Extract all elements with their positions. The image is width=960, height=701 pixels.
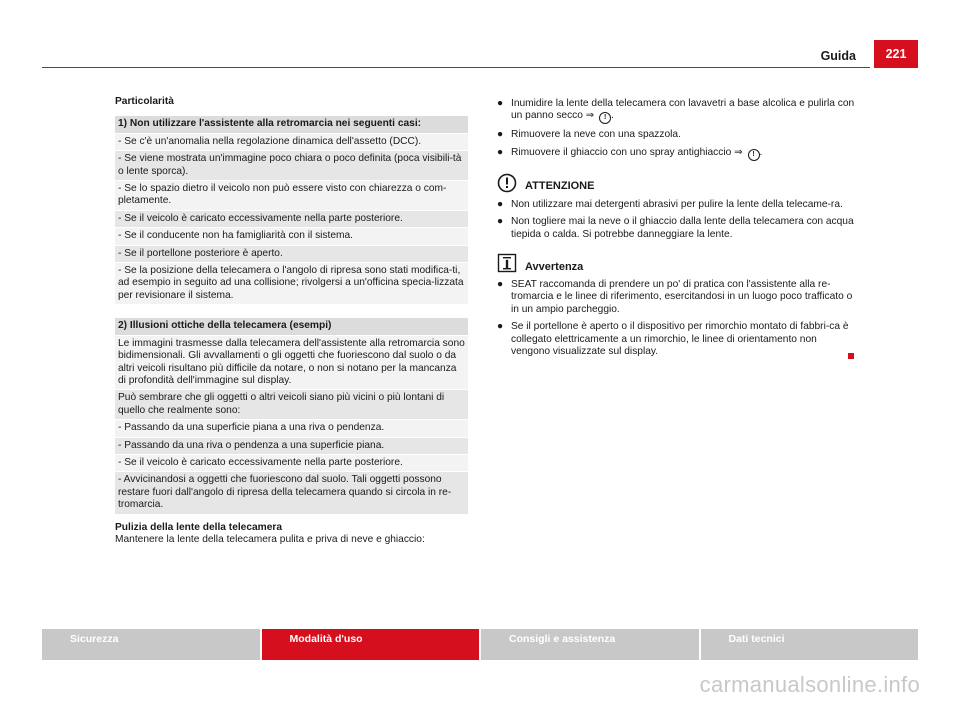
section-end-marker [848, 353, 854, 359]
table-row: Può sembrare che gli oggetti o altri veicoli siano più vicini o più lontani di quello che realmente sono: [115, 390, 468, 420]
tab-sicurezza[interactable]: Sicurezza [42, 629, 260, 660]
note-text: SEAT raccomanda di prendere un po' di pratica con l'assistente alla re-tromarcia e le linee di riferimento, esercitandosi in un luogo poco trafficato o in un ampio parcheggio. [511, 279, 853, 315]
table-row: - Passando da una riva o pendenza a una superficie piana. [115, 438, 468, 455]
table-row: - Se c'è un'anomalia nella regolazione dinamica dell'assetto (DCC). [115, 134, 468, 151]
table-row: - Se il veicolo è caricato eccessivamente nella parte posteriore. [115, 455, 468, 472]
list-item [497, 129, 855, 141]
note-title: Avvertenza [525, 260, 584, 273]
watermark: carmanualsonline.info [699, 672, 920, 697]
table-row: Le immagini trasmesse dalla telecamera dell'assistente alla retromarcia sono bidimensionali. Gli avvallamenti o gli oggetti che fuoriescono dal suolo o da altri veicoli risultano più difficile da notare, o non si notano per la mancanza di profondità dell'immagine sul display. [115, 336, 468, 391]
table-cases [115, 116, 468, 305]
right-column [497, 98, 855, 363]
particularities-heading: Particolarità [115, 96, 174, 107]
cleaning-title: Pulizia della lente della telecamera [115, 521, 283, 533]
note-heading [497, 253, 855, 273]
page-header [42, 40, 918, 68]
info-icon [497, 253, 517, 273]
header-rule [42, 67, 870, 68]
list-item [497, 279, 855, 316]
bullet-icon: ● [497, 198, 504, 210]
cleaning-text: Mantenere la lente della telecamera pulita e priva di neve e ghiaccio: [115, 533, 425, 545]
note-text: Se il portellone è aperto o il dispositivo per rimorchio montato di fabbri-ca è collegato elettricamente a un rimorchio, le linee di orientamento non vengono visualizzate sul display. [511, 321, 849, 358]
warning-text: Non utilizzare mai detergenti abrasivi per pulire la lente della telecame-ra. [511, 198, 843, 210]
left-column [115, 96, 468, 546]
table-row: - Passando da una superficie piana a una riva o pendenza. [115, 420, 468, 437]
bullet-icon: ● [497, 216, 504, 228]
bullet-text: Inumidire la lente della telecamera con lavavetri a base alcolica e pulirla con un panno secco ⇒ [511, 98, 855, 122]
bullet-text: Rimuovere il ghiaccio con uno spray antighiaccio ⇒ [511, 146, 743, 158]
tab-modalita-uso[interactable]: Modalità d'uso [262, 629, 480, 660]
tab-consigli-assistenza[interactable]: Consigli e assistenza [481, 629, 699, 660]
bullet-icon: ● [497, 98, 504, 109]
page-number: 221 [874, 40, 918, 68]
footer-tabs [42, 629, 918, 660]
bullet-icon: ● [497, 129, 504, 141]
bullet-text: Rimuovere la neve con una spazzola. [511, 129, 681, 141]
list-item [497, 199, 855, 211]
table-cases-title: 1) Non utilizzare l'assistente alla retromarcia nei seguenti casi: [115, 116, 468, 133]
table-row: - Se viene mostrata un'immagine poco chiara o poco definita (poca visibili-tà o lente sporca). [115, 151, 468, 181]
warning-title: ATTENZIONE [525, 180, 595, 193]
table-row: - Avvicinandosi a oggetti che fuoriescono dal suolo. Tali oggetti possono restare fuori dall'angolo di ripresa della telecamera quando si circola in re-tromarcia. [115, 472, 468, 514]
list-item: ● Inumidire la lente della telecamera con lavavetri a base alcolica e pulirla con un panno secco ⇒ ! . [497, 98, 855, 124]
warning-icon [497, 173, 517, 193]
bullet-icon: ● [497, 321, 504, 333]
list-item [497, 216, 855, 241]
section-title: Guida [820, 49, 856, 63]
caution-ref-icon[interactable]: ! [748, 149, 760, 161]
tab-dati-tecnici[interactable]: Dati tecnici [701, 629, 919, 660]
bullet-icon: ● [497, 279, 504, 291]
table-row: - Se il conducente non ha famigliarità con il sistema. [115, 228, 468, 245]
warning-heading [497, 173, 855, 193]
table-row: - Se lo spazio dietro il veicolo non può essere visto con chiarezza o com-pletamente. [115, 181, 468, 211]
warning-text: Non togliere mai la neve o il ghiaccio dalla lente della telecamera con acqua tiepida o calda. Si potrebbe danneggiare la lente. [511, 216, 854, 240]
table-row: - Se il veicolo è caricato eccessivamente nella parte posteriore. [115, 211, 468, 228]
table-illusions-title: 2) Illusioni ottiche della telecamera (esempi) [115, 318, 468, 335]
list-item: ● Rimuovere il ghiaccio con uno spray antighiaccio ⇒ ! . [497, 147, 855, 161]
bullet-icon: ● [497, 146, 504, 158]
list-item [497, 321, 855, 358]
table-row: - Se la posizione della telecamera o l'angolo di ripresa sono stati modifica-ti, ad esempio in seguito ad una collisione; rivolgersi a un'officina specia-lizzata per revisionare il sistema. [115, 263, 468, 305]
table-illusions [115, 318, 468, 514]
table-row: - Se il portellone posteriore è aperto. [115, 246, 468, 263]
caution-ref-icon[interactable]: ! [599, 112, 611, 124]
